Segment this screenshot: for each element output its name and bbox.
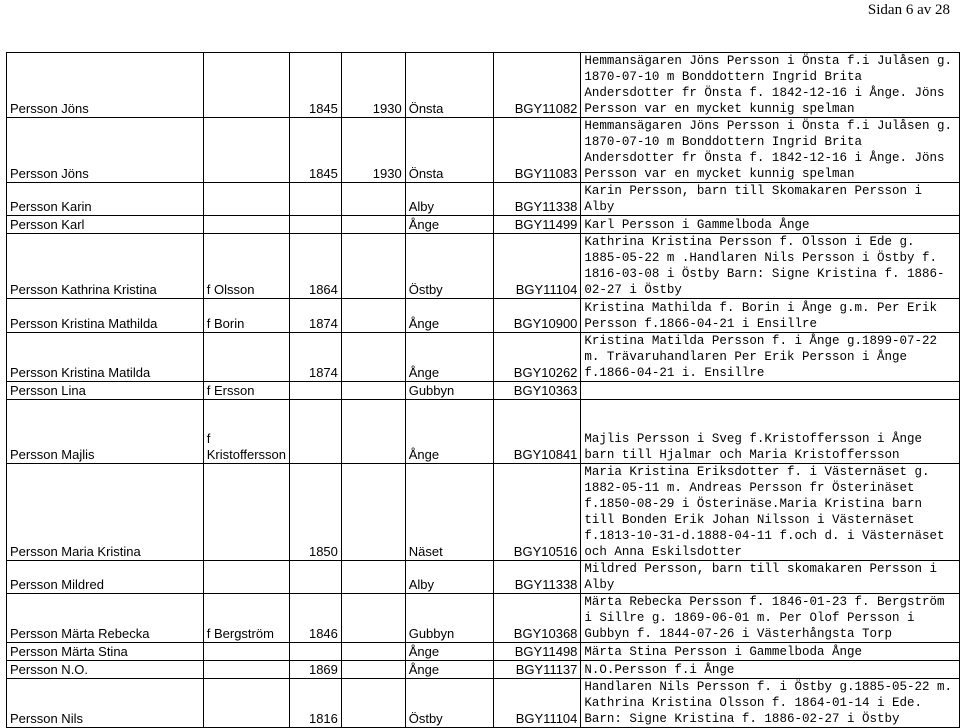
parent-name-cell	[203, 464, 289, 561]
record-id-cell: BGY11338	[493, 183, 581, 216]
record-id-cell: BGY11104	[493, 234, 581, 299]
table-row	[7, 299, 960, 333]
person-name-cell: Persson Märta Stina	[7, 643, 204, 661]
parent-name-cell: f Bergström	[203, 594, 289, 643]
person-name-cell: Persson Majlis	[7, 400, 204, 464]
note-cell: Maria Kristina Eriksdotter f. i Västernäset g. 1882-05-11 m. Andreas Persson fr Österinäset f.1850-08-29 i Österinäse.Maria Kristina barn till Bonden Erik Johan Nilsson i Västernäset f.1813-10-31-d.1888-04-11 f.och d. i Västernäset och Anna Eskilsdotter	[581, 464, 960, 561]
table-row	[7, 382, 960, 400]
note-cell: Kathrina Kristina Persson f. Olsson i Ede g. 1885-05-22 m .Handlaren Nils Persson i Östby f. 1816-03-08 i Östby Barn: Signe Kristina f. 1886-02-27 i Östby	[581, 234, 960, 299]
record-id-cell: BGY11104	[493, 679, 581, 728]
note-cell: Hemmansägaren Jöns Persson i Önsta f.i Julåsen g. 1870-07-10 m Bonddottern Ingrid Brita Andersdotter fr Önsta f. 1842-12-16 i Ånge. Jöns Persson var en mycket kunnig spelman	[581, 118, 960, 183]
parent-name-cell	[203, 679, 289, 728]
birth-year-cell: 1850	[289, 464, 341, 561]
note-cell: Hemmansägaren Jöns Persson i Önsta f.i Julåsen g. 1870-07-10 m Bonddottern Ingrid Brita Andersdotter fr Önsta f. 1842-12-16 i Ånge. Jöns Persson var en mycket kunnig spelman	[581, 53, 960, 118]
death-year-cell	[341, 661, 405, 679]
birth-year-cell: 1846	[289, 594, 341, 643]
person-name-cell: Persson Kristina Matilda	[7, 333, 204, 382]
person-name-cell: Persson Nils	[7, 679, 204, 728]
person-name-cell: Persson Jöns	[7, 53, 204, 118]
table-row	[7, 464, 960, 561]
note-cell: Kristina Matilda Persson f. i Ånge g.1899-07-22 m. Trävaruhandlaren Per Erik Persson i Ånge f.1866-04-21 i. Ensillre	[581, 333, 960, 382]
table-row	[7, 594, 960, 643]
place-cell: Gubbyn	[405, 382, 493, 400]
parent-name-cell: f Ersson	[203, 382, 289, 400]
place-cell: Gubbyn	[405, 594, 493, 643]
note-cell: Karl Persson i Gammelboda Ånge	[581, 216, 960, 234]
table-row	[7, 118, 960, 183]
death-year-cell	[341, 333, 405, 382]
table-row	[7, 561, 960, 594]
parent-name-cell	[203, 561, 289, 594]
note-cell: Kristina Mathilda f. Borin i Ånge g.m. Per Erik Persson f.1866-04-21 i Ensillre	[581, 299, 960, 333]
parent-name-cell	[203, 333, 289, 382]
record-id-cell: BGY10368	[493, 594, 581, 643]
birth-year-cell	[289, 561, 341, 594]
record-id-cell: BGY11137	[493, 661, 581, 679]
record-id-cell: BGY11083	[493, 118, 581, 183]
record-id-cell: BGY10363	[493, 382, 581, 400]
person-name-cell: Persson Mildred	[7, 561, 204, 594]
place-cell: Alby	[405, 561, 493, 594]
note-cell: Märta Stina Persson i Gammelboda Ånge	[581, 643, 960, 661]
table-row	[7, 679, 960, 728]
parent-name-cell: f Olsson	[203, 234, 289, 299]
death-year-cell	[341, 561, 405, 594]
person-name-cell: Persson Lina	[7, 382, 204, 400]
death-year-cell	[341, 643, 405, 661]
parent-name-cell: f Borin	[203, 299, 289, 333]
person-name-cell: Persson N.O.	[7, 661, 204, 679]
record-id-cell: BGY10841	[493, 400, 581, 464]
place-cell: Ånge	[405, 400, 493, 464]
death-year-cell	[341, 234, 405, 299]
birth-year-cell	[289, 382, 341, 400]
death-year-cell	[341, 216, 405, 234]
record-id-cell: BGY11082	[493, 53, 581, 118]
person-name-cell: Persson Karin	[7, 183, 204, 216]
birth-year-cell	[289, 400, 341, 464]
death-year-cell	[341, 594, 405, 643]
table-row	[7, 333, 960, 382]
register-table	[6, 52, 960, 728]
birth-year-cell	[289, 216, 341, 234]
death-year-cell	[341, 679, 405, 728]
death-year-cell	[341, 464, 405, 561]
place-cell: Alby	[405, 183, 493, 216]
place-cell: Ånge	[405, 643, 493, 661]
person-name-cell: Persson Märta Rebecka	[7, 594, 204, 643]
person-name-cell: Persson Jöns	[7, 118, 204, 183]
note-cell	[581, 382, 960, 400]
birth-year-cell: 1869	[289, 661, 341, 679]
parent-name-cell	[203, 183, 289, 216]
note-cell: Handlaren Nils Persson f. i Östby g.1885-05-22 m. Kathrina Kristina Olsson f. 1864-01-14 i Ede. Barn: Signe Kristina f. 1886-02-27 i Östby	[581, 679, 960, 728]
note-cell: Karin Persson, barn till Skomakaren Persson i Alby	[581, 183, 960, 216]
birth-year-cell	[289, 643, 341, 661]
table-row	[7, 400, 960, 464]
place-cell: Östby	[405, 679, 493, 728]
parent-name-cell: f Kristoffersson	[203, 400, 289, 464]
place-cell: Ånge	[405, 216, 493, 234]
person-name-cell: Persson Kristina Mathilda	[7, 299, 204, 333]
parent-name-cell	[203, 216, 289, 234]
birth-year-cell: 1874	[289, 333, 341, 382]
birth-year-cell: 1845	[289, 118, 341, 183]
table-row	[7, 234, 960, 299]
parent-name-cell	[203, 643, 289, 661]
death-year-cell: 1930	[341, 118, 405, 183]
table-row	[7, 53, 960, 118]
table-row	[7, 643, 960, 661]
place-cell: Näset	[405, 464, 493, 561]
table-row	[7, 216, 960, 234]
parent-name-cell	[203, 661, 289, 679]
record-id-cell: BGY10900	[493, 299, 581, 333]
record-id-cell: BGY11338	[493, 561, 581, 594]
place-cell: Önsta	[405, 53, 493, 118]
death-year-cell: 1930	[341, 53, 405, 118]
birth-year-cell: 1816	[289, 679, 341, 728]
place-cell: Ånge	[405, 333, 493, 382]
record-id-cell: BGY11499	[493, 216, 581, 234]
person-name-cell: Persson Maria Kristina	[7, 464, 204, 561]
place-cell: Ånge	[405, 299, 493, 333]
death-year-cell	[341, 183, 405, 216]
person-name-cell: Persson Kathrina Kristina	[7, 234, 204, 299]
death-year-cell	[341, 400, 405, 464]
record-id-cell: BGY10262	[493, 333, 581, 382]
note-cell: Märta Rebecka Persson f. 1846-01-23 f. Bergström i Sillre g. 1869-06-01 m. Per Olof Persson i Gubbyn f. 1844-07-26 i Västerhångsta Torp	[581, 594, 960, 643]
parent-name-cell	[203, 53, 289, 118]
note-cell: Majlis Persson i Sveg f.Kristoffersson i Ånge barn till Hjalmar och Maria Kristoffersson	[581, 400, 960, 464]
person-name-cell: Persson Karl	[7, 216, 204, 234]
death-year-cell	[341, 382, 405, 400]
record-id-cell: BGY10516	[493, 464, 581, 561]
birth-year-cell: 1845	[289, 53, 341, 118]
death-year-cell	[341, 299, 405, 333]
note-cell: Mildred Persson, barn till skomakaren Persson i Alby	[581, 561, 960, 594]
place-cell: Önsta	[405, 118, 493, 183]
place-cell: Östby	[405, 234, 493, 299]
table-row	[7, 661, 960, 679]
birth-year-cell: 1864	[289, 234, 341, 299]
page-number-label: Sidan 6 av 28	[867, 2, 950, 18]
place-cell: Ånge	[405, 661, 493, 679]
parent-name-cell	[203, 118, 289, 183]
birth-year-cell	[289, 183, 341, 216]
birth-year-cell: 1874	[289, 299, 341, 333]
note-cell: N.O.Persson f.i Ånge	[581, 661, 960, 679]
table-row	[7, 183, 960, 216]
record-id-cell: BGY11498	[493, 643, 581, 661]
